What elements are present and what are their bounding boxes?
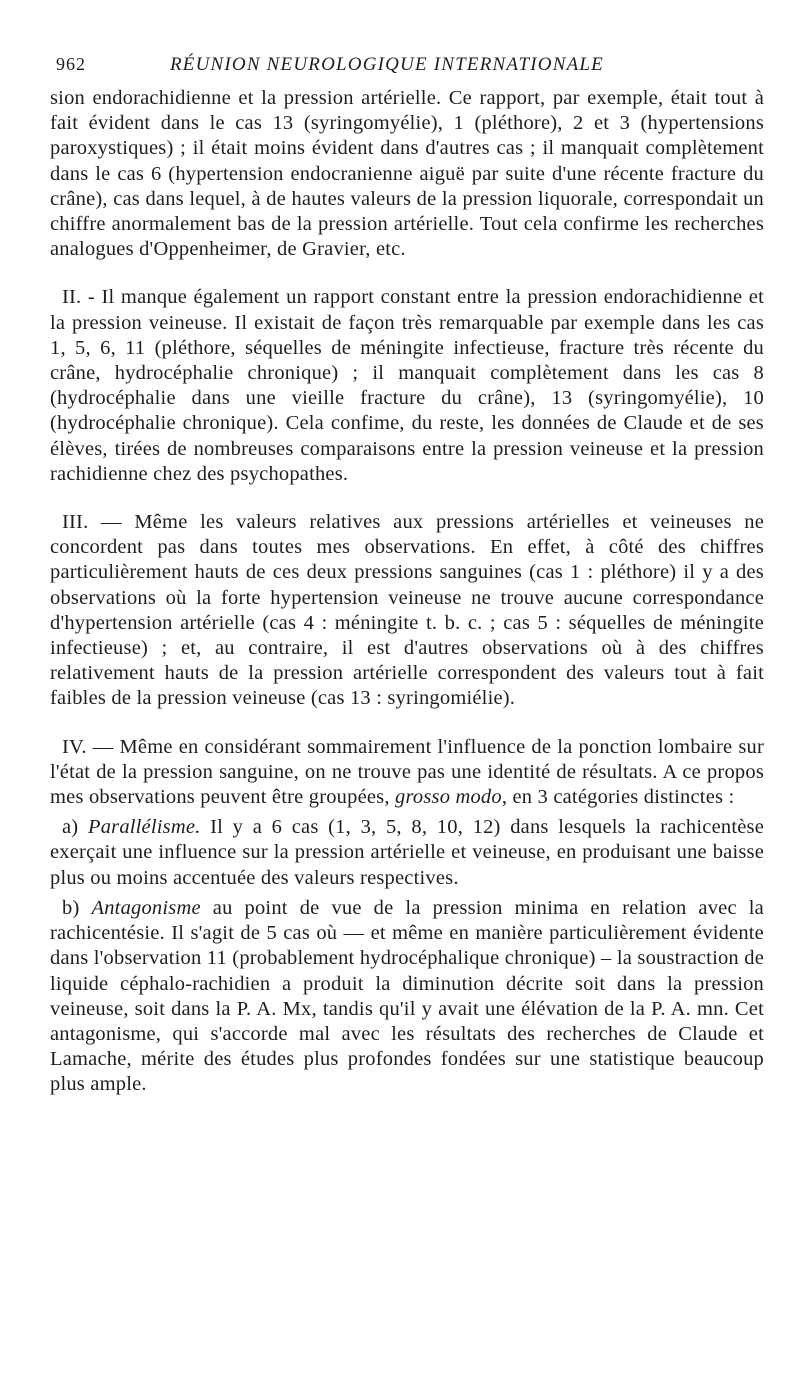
list-item-b bbox=[50, 896, 764, 1098]
section-4-text-end: , en 3 catégories distinctes : bbox=[501, 786, 735, 809]
item-a-marker: a) bbox=[62, 816, 88, 839]
paragraph-intro: sion endorachidienne et la pression artérielle. Ce rapport, par exemple, était tout à fait évident dans le cas 13 (syringomyélie), 1 (pléthore), 2 et 3 (hypertensions paroxystiques) ; il était moins évident dans d'autres cas ; il manquait complètement dans le cas 6 (hypertension endocranienne aiguë par suite d'une récente fracture du crâne), cas dans lequel, à de hautes valeurs de la pression liquorale, correspondait un chiffre anormalement bas de la pression artérielle. Tout cela confirme les recherches analogues d'Oppenheimer, de Gravier, etc. bbox=[50, 87, 764, 261]
item-a-title: Parallélisme. bbox=[87, 816, 201, 839]
item-b-title: Antagonisme bbox=[91, 896, 201, 919]
page-header bbox=[50, 54, 750, 84]
paragraph-section-4 bbox=[50, 735, 764, 811]
item-b-text: au point de vue de la pression minima en relation avec la rachicentésie. Il s'agit de 5 cas où — et même en manière particulièrement évidente dans l'observation 11 (probablement hydrocéphalique chronique) – la soustraction de liquide céphalo-rachidien a produit la diminution décrite soit dans la pression veineuse, soit dans la P. A. Mx, tandis qu'il y avait une élévation de la P. A. mn. Cet antagonisme, qui s'accorde mal avec les résultats des recherches de Claude et Lamache, mérite des études plus profondes fondées sur une statistique beaucoup plus ample. bbox=[50, 896, 764, 1096]
section-4-italic-phrase: grosso modo bbox=[395, 786, 502, 809]
running-title: RÉUNION NEUROLOGIQUE INTERNATIONALE bbox=[170, 54, 604, 75]
paragraph-section-3: III. — Même les valeurs relatives aux pressions artérielles et veineuses ne concordent pas dans toutes mes observations. En effet, à côté des chiffres particulièrement hauts de ces deux pressions sanguines (cas 1 : pléthore) il y a des observations où la forte hypertension veineuse ne trouve aucune correspondance d'hypertension artérielle (cas 4 : méningite t. b. c. ; cas 5 : séquelles de méningite infectieuse) ; et, au contraire, il est d'autres observations où à des chiffres relativement hauts de la pression artérielle correspondent des valeurs tout à fait faibles de la pression veineuse (cas 13 : syringomiélie). bbox=[50, 511, 764, 710]
paragraph-section-2: II. - Il manque également un rapport constant entre la pression endorachidienne et la pression veineuse. Il existait de façon très remarquable par exemple dans les cas 1, 5, 6, 11 (pléthore, séquelles de méningite infectieuse, fracture très récente du crâne, hydrocéphalie chronique) ; il manquait complètement dans les cas 8 (hydrocéphalie dans une vieille fracture du crâne), 13 (syringomyélie), 10 (hydrocéphalie chronique). Cela confime, du reste, les données de Claude et de ses élèves, tirées de nombreuses comparaisons entre la pression veineuse et la pression rachidienne chez des psychopathes. bbox=[50, 286, 764, 485]
page-number: 962 bbox=[56, 54, 86, 74]
list-item-a bbox=[50, 815, 764, 891]
item-a-text: Il y a 6 cas (1, 3, 5, 8, 10, 12) dans lesquels la rachicentèse exerçait une influence sur la pression artérielle et veineuse, en produisant une baisse plus ou moins accentuée des valeurs respectives. bbox=[50, 816, 764, 889]
item-b-marker: b) bbox=[62, 896, 92, 919]
section-4-text-start: IV. — Même en considérant sommairement l'influence de la ponction lombaire sur l'état de la pression sanguine, on ne trouve pas une identité de résultats. A ce propos mes observations peuvent être groupées, bbox=[50, 735, 764, 809]
body-text bbox=[50, 86, 764, 1098]
